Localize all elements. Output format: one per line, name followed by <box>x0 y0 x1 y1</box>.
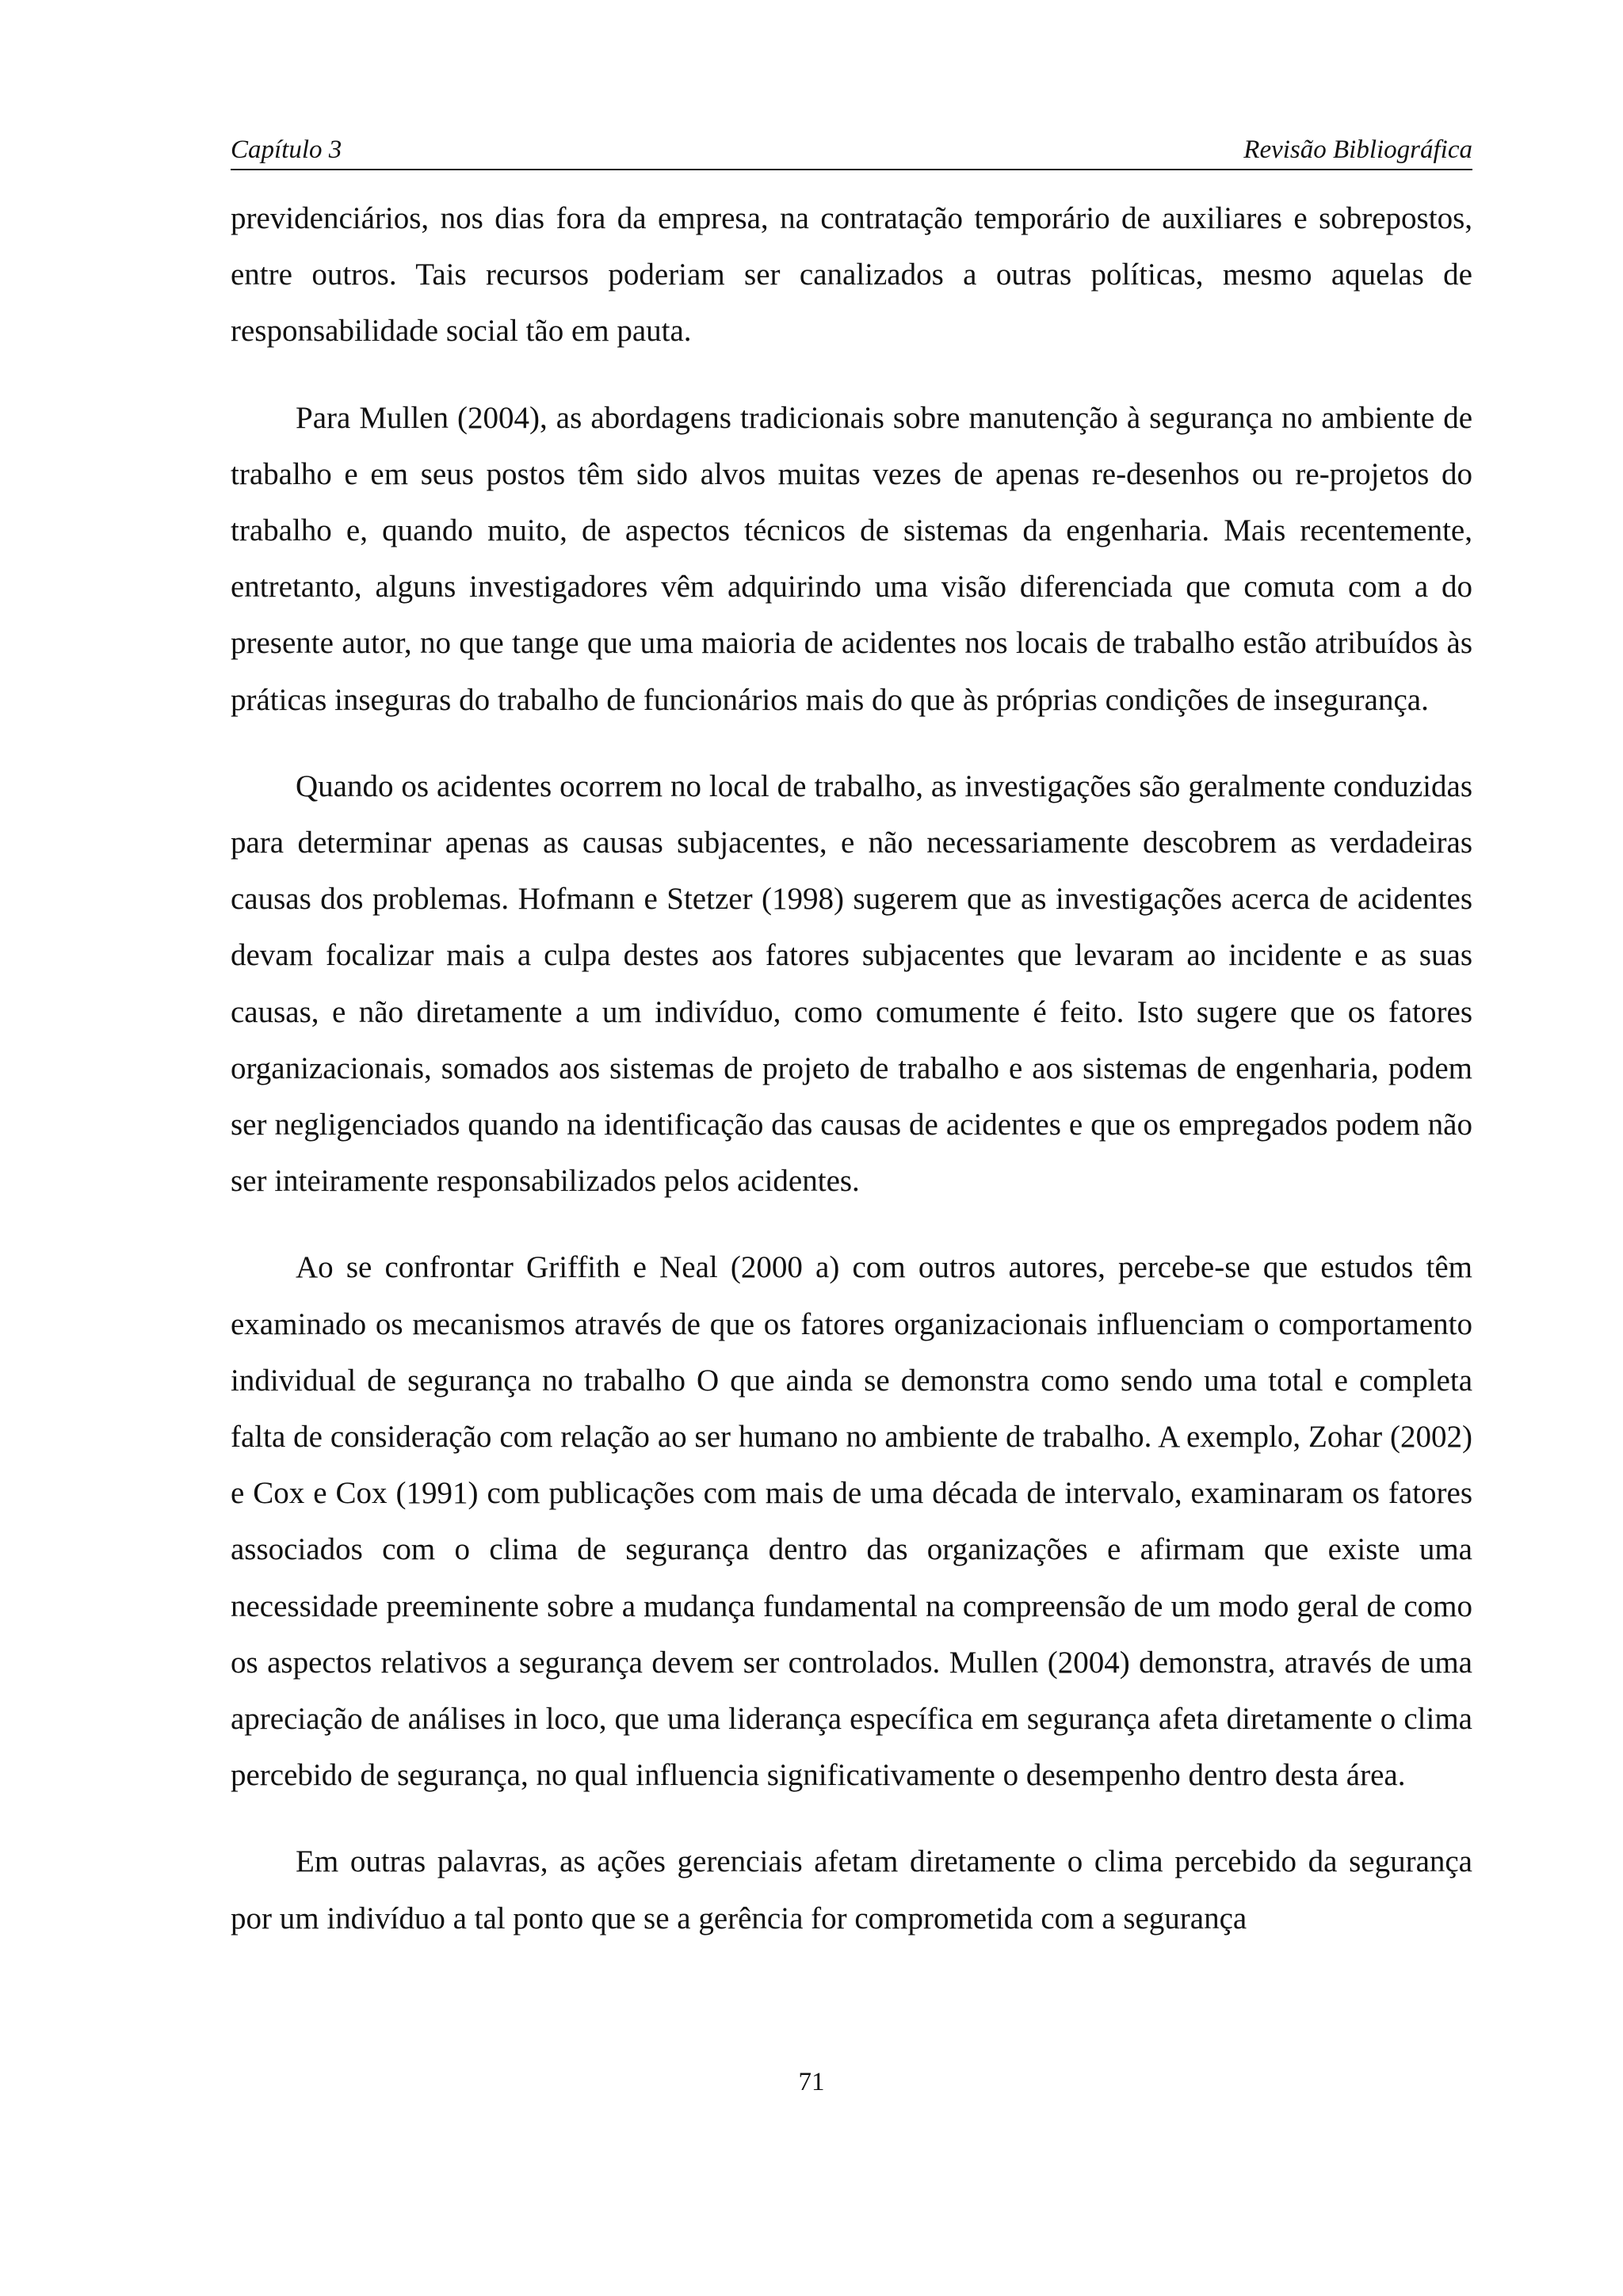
running-header <box>231 129 1472 170</box>
paragraph-investigations: Quando os acidentes ocorrem no local de trabalho, as investigações são geralmente conduzidas para determinar apenas as causas subjacentes, e não necessariamente descobrem as verdadeiras causas dos problemas. Hofmann e Stetzer (1998) sugerem que as investigações acerca de acidentes devam focalizar mais a culpa destes aos fatores subjacentes que levaram ao incidente e as suas causas, e não diretamente a um indivíduo, como comumente é feito. Isto sugere que os fatores organizacionais, somados aos sistemas de projeto de trabalho e aos sistemas de engenharia, podem ser negligenciados quando na identificação das causas de acidentes e que os empregados podem não ser inteiramente responsabilizados pelos acidentes. <box>231 769 1472 1199</box>
page-number: 71 <box>798 2068 825 2096</box>
body-text <box>231 190 1472 1977</box>
paragraph-management-actions: Em outras palavras, as ações gerenciais afetam diretamente o clima percebido da segurança por um indivíduo a tal ponto que se a gerência for comprometida com a segurança <box>231 1844 1472 1936</box>
paragraph-continuation: previdenciários, nos dias fora da empresa, na contratação temporário de auxiliares e sobrepostos, entre outros. Tais recursos poderiam ser canalizados a outras políticas, mesmo aquelas de responsabilidade social tão em pauta. <box>231 201 1472 349</box>
paragraph-griffith-neal: Ao se confrontar Griffith e Neal (2000 a) com outros autores, percebe-se que estudos têm examinado os mecanismos através de que os fatores organizacionais influenciam o comportamento individual de segurança no trabalho O que ainda se demonstra como sendo uma total e completa falta de consideração com relação ao ser humano no ambiente de trabalho. A exemplo, Zohar (2002) e Cox e Cox (1991) com publicações com mais de uma década de intervalo, examinaram os fatores associados com o clima de segurança dentro das organizações e afirmam que existe uma necessidade preeminente sobre a mudança fundamental na compreensão de um modo geral de como os aspectos relativos a segurança devem ser controlados. Mullen (2004) demonstra, através de uma apreciação de análises in loco, que uma liderança específica em segurança afeta diretamente o clima percebido de segurança, no qual influencia significativamente o desempenho dentro desta área. <box>231 1250 1472 1793</box>
chapter-label: Capítulo 3 <box>231 135 342 164</box>
paragraph-mullen: Para Mullen (2004), as abordagens tradicionais sobre manutenção à segurança no ambiente de trabalho e em seus postos têm sido alvos muitas vezes de apenas re-desenhos ou re-projetos do trabalho e, quando muito, de aspectos técnicos de sistemas da engenharia. Mais recentemente, entretanto, alguns investigadores vêm adquirindo uma visão diferenciada que comuta com a do presente autor, no que tange que uma maioria de acidentes nos locais de trabalho estão atribuídos às práticas inseguras do trabalho de funcionários mais do que às próprias condições de insegurança. <box>231 400 1472 717</box>
section-label: Revisão Bibliográfica <box>1243 135 1472 164</box>
